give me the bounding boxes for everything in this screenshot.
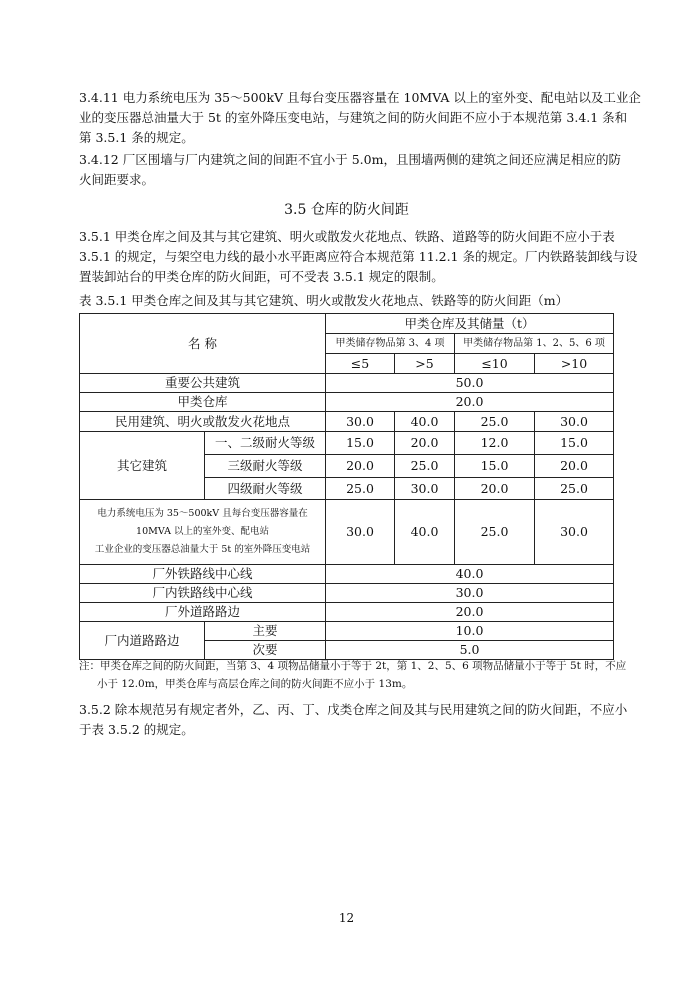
- value-cell: 12.0: [455, 432, 535, 455]
- value-cell: 25.0: [535, 478, 614, 500]
- text-line: 于表 3.5.2 的规定。: [79, 722, 194, 737]
- value-cell: 40.0: [395, 500, 455, 565]
- value-cell: 20.0: [326, 393, 614, 412]
- fire-distance-table: [79, 313, 614, 660]
- text-line: 3.4.12 厂区围墙与厂内建筑之间的间距不宜小于 5.0m，且围墙两侧的建筑之间还应满足相应的防: [79, 152, 621, 167]
- value-cell: 30.0: [535, 412, 614, 432]
- row-label: 次要: [205, 641, 326, 660]
- text-line: 置装卸站台的甲类仓库的防火间距，可不受表 3.5.1 规定的限制。: [79, 269, 444, 284]
- row-label: 其它建筑: [80, 432, 205, 500]
- value-cell: 25.0: [395, 455, 455, 478]
- text-line: 火间距要求。: [79, 172, 155, 187]
- value-cell: 15.0: [455, 455, 535, 478]
- row-label-power-station: [80, 500, 326, 565]
- value-cell: 40.0: [326, 565, 614, 584]
- text-line: 电力系统电压为 35～500kV 且每台变压器容量在: [97, 508, 308, 519]
- row-label: 厂内道路路边: [80, 622, 205, 660]
- value-cell: 20.0: [395, 432, 455, 455]
- value-cell: 15.0: [326, 432, 395, 455]
- value-cell: 30.0: [326, 584, 614, 603]
- value-cell: 20.0: [455, 478, 535, 500]
- clause-3-4-11: [79, 88, 641, 148]
- row-label: 厂内铁路线中心线: [80, 584, 326, 603]
- value-cell: 10.0: [326, 622, 614, 641]
- value-cell: 5.0: [326, 641, 614, 660]
- text-line: 注：甲类仓库之间的防火间距，当第 3、4 项物品储量小于等于 2t，第 1、2、5、6 项物品储量小于等于 5t 时，不应: [79, 660, 627, 672]
- row-label: 民用建筑、明火或散发火花地点: [80, 412, 326, 432]
- limit-cell: ≤5: [326, 354, 395, 374]
- value-cell: 30.0: [395, 478, 455, 500]
- section-title: 3.5 仓库的防火间距: [284, 202, 409, 218]
- value-cell: 40.0: [395, 412, 455, 432]
- subheader-3-4: 甲类储存物品第 3、4 项: [326, 334, 455, 354]
- value-cell: 25.0: [326, 478, 395, 500]
- subheader-1-2-5-6: 甲类储存物品第 1、2、5、6 项: [455, 334, 614, 354]
- text-line: 3.5.2 除本规范另有规定者外，乙、丙、丁、戊类仓库之间及其与民用建筑之间的防火间距，不应小: [79, 702, 628, 717]
- page-number: 12: [338, 911, 355, 925]
- value-cell: 30.0: [535, 500, 614, 565]
- clause-3-5-1: [79, 227, 638, 287]
- row-label: 厂外道路路边: [80, 603, 326, 622]
- value-cell: 25.0: [455, 412, 535, 432]
- table-note: [79, 657, 626, 693]
- group-header: 甲类仓库及其储量（t）: [326, 314, 614, 334]
- value-cell: 20.0: [326, 455, 395, 478]
- table-caption: 表 3.5.1 甲类仓库之间及其与其它建筑、明火或散发火花地点、铁路等的防火间距（m）: [79, 293, 569, 308]
- row-label: 厂外铁路线中心线: [80, 565, 326, 584]
- row-label: 一、二级耐火等级: [205, 432, 326, 455]
- row-label: 主要: [205, 622, 326, 641]
- row-label: 四级耐火等级: [205, 478, 326, 500]
- text-line: 业的变压器总油量大于 5t 的室外降压变电站，与建筑之间的防火间距不应小于本规范第 3.4.1 条和: [79, 110, 628, 125]
- value-cell: 15.0: [535, 432, 614, 455]
- text-line: 3.5.1 甲类仓库之间及其与其它建筑、明火或散发火花地点、铁路、道路等的防火间距不应小于表: [79, 229, 615, 244]
- text-line: 第 3.5.1 条的规定。: [79, 130, 194, 145]
- text-line: 3.4.11 电力系统电压为 35～500kV 且每台变压器容量在 10MVA 以上的室外变、配电站以及工业企: [79, 90, 641, 105]
- row-label: 三级耐火等级: [205, 455, 326, 478]
- text-line: 3.5.1 的规定，与架空电力线的最小水平距离应符合本规范第 11.2.1 条的规定。厂内铁路装卸线与设: [79, 249, 638, 264]
- text-line: 10MVA 以上的室外变、配电站: [136, 526, 269, 537]
- limit-cell: >5: [395, 354, 455, 374]
- value-cell: 30.0: [326, 500, 395, 565]
- name-header: 名 称: [80, 314, 326, 374]
- value-cell: 50.0: [326, 374, 614, 393]
- text-line: 小于 12.0m，甲类仓库与高层仓库之间的防火间距不应小于 13m。: [97, 678, 413, 690]
- limit-cell: >10: [535, 354, 614, 374]
- clause-3-4-12: [79, 150, 621, 190]
- value-cell: 25.0: [455, 500, 535, 565]
- row-label: 重要公共建筑: [80, 374, 326, 393]
- value-cell: 30.0: [326, 412, 395, 432]
- row-label: 甲类仓库: [80, 393, 326, 412]
- value-cell: 20.0: [535, 455, 614, 478]
- limit-cell: ≤10: [455, 354, 535, 374]
- text-line: 工业企业的变压器总油量大于 5t 的室外降压变电站: [94, 544, 311, 555]
- clause-3-5-2: [79, 700, 628, 740]
- value-cell: 20.0: [326, 603, 614, 622]
